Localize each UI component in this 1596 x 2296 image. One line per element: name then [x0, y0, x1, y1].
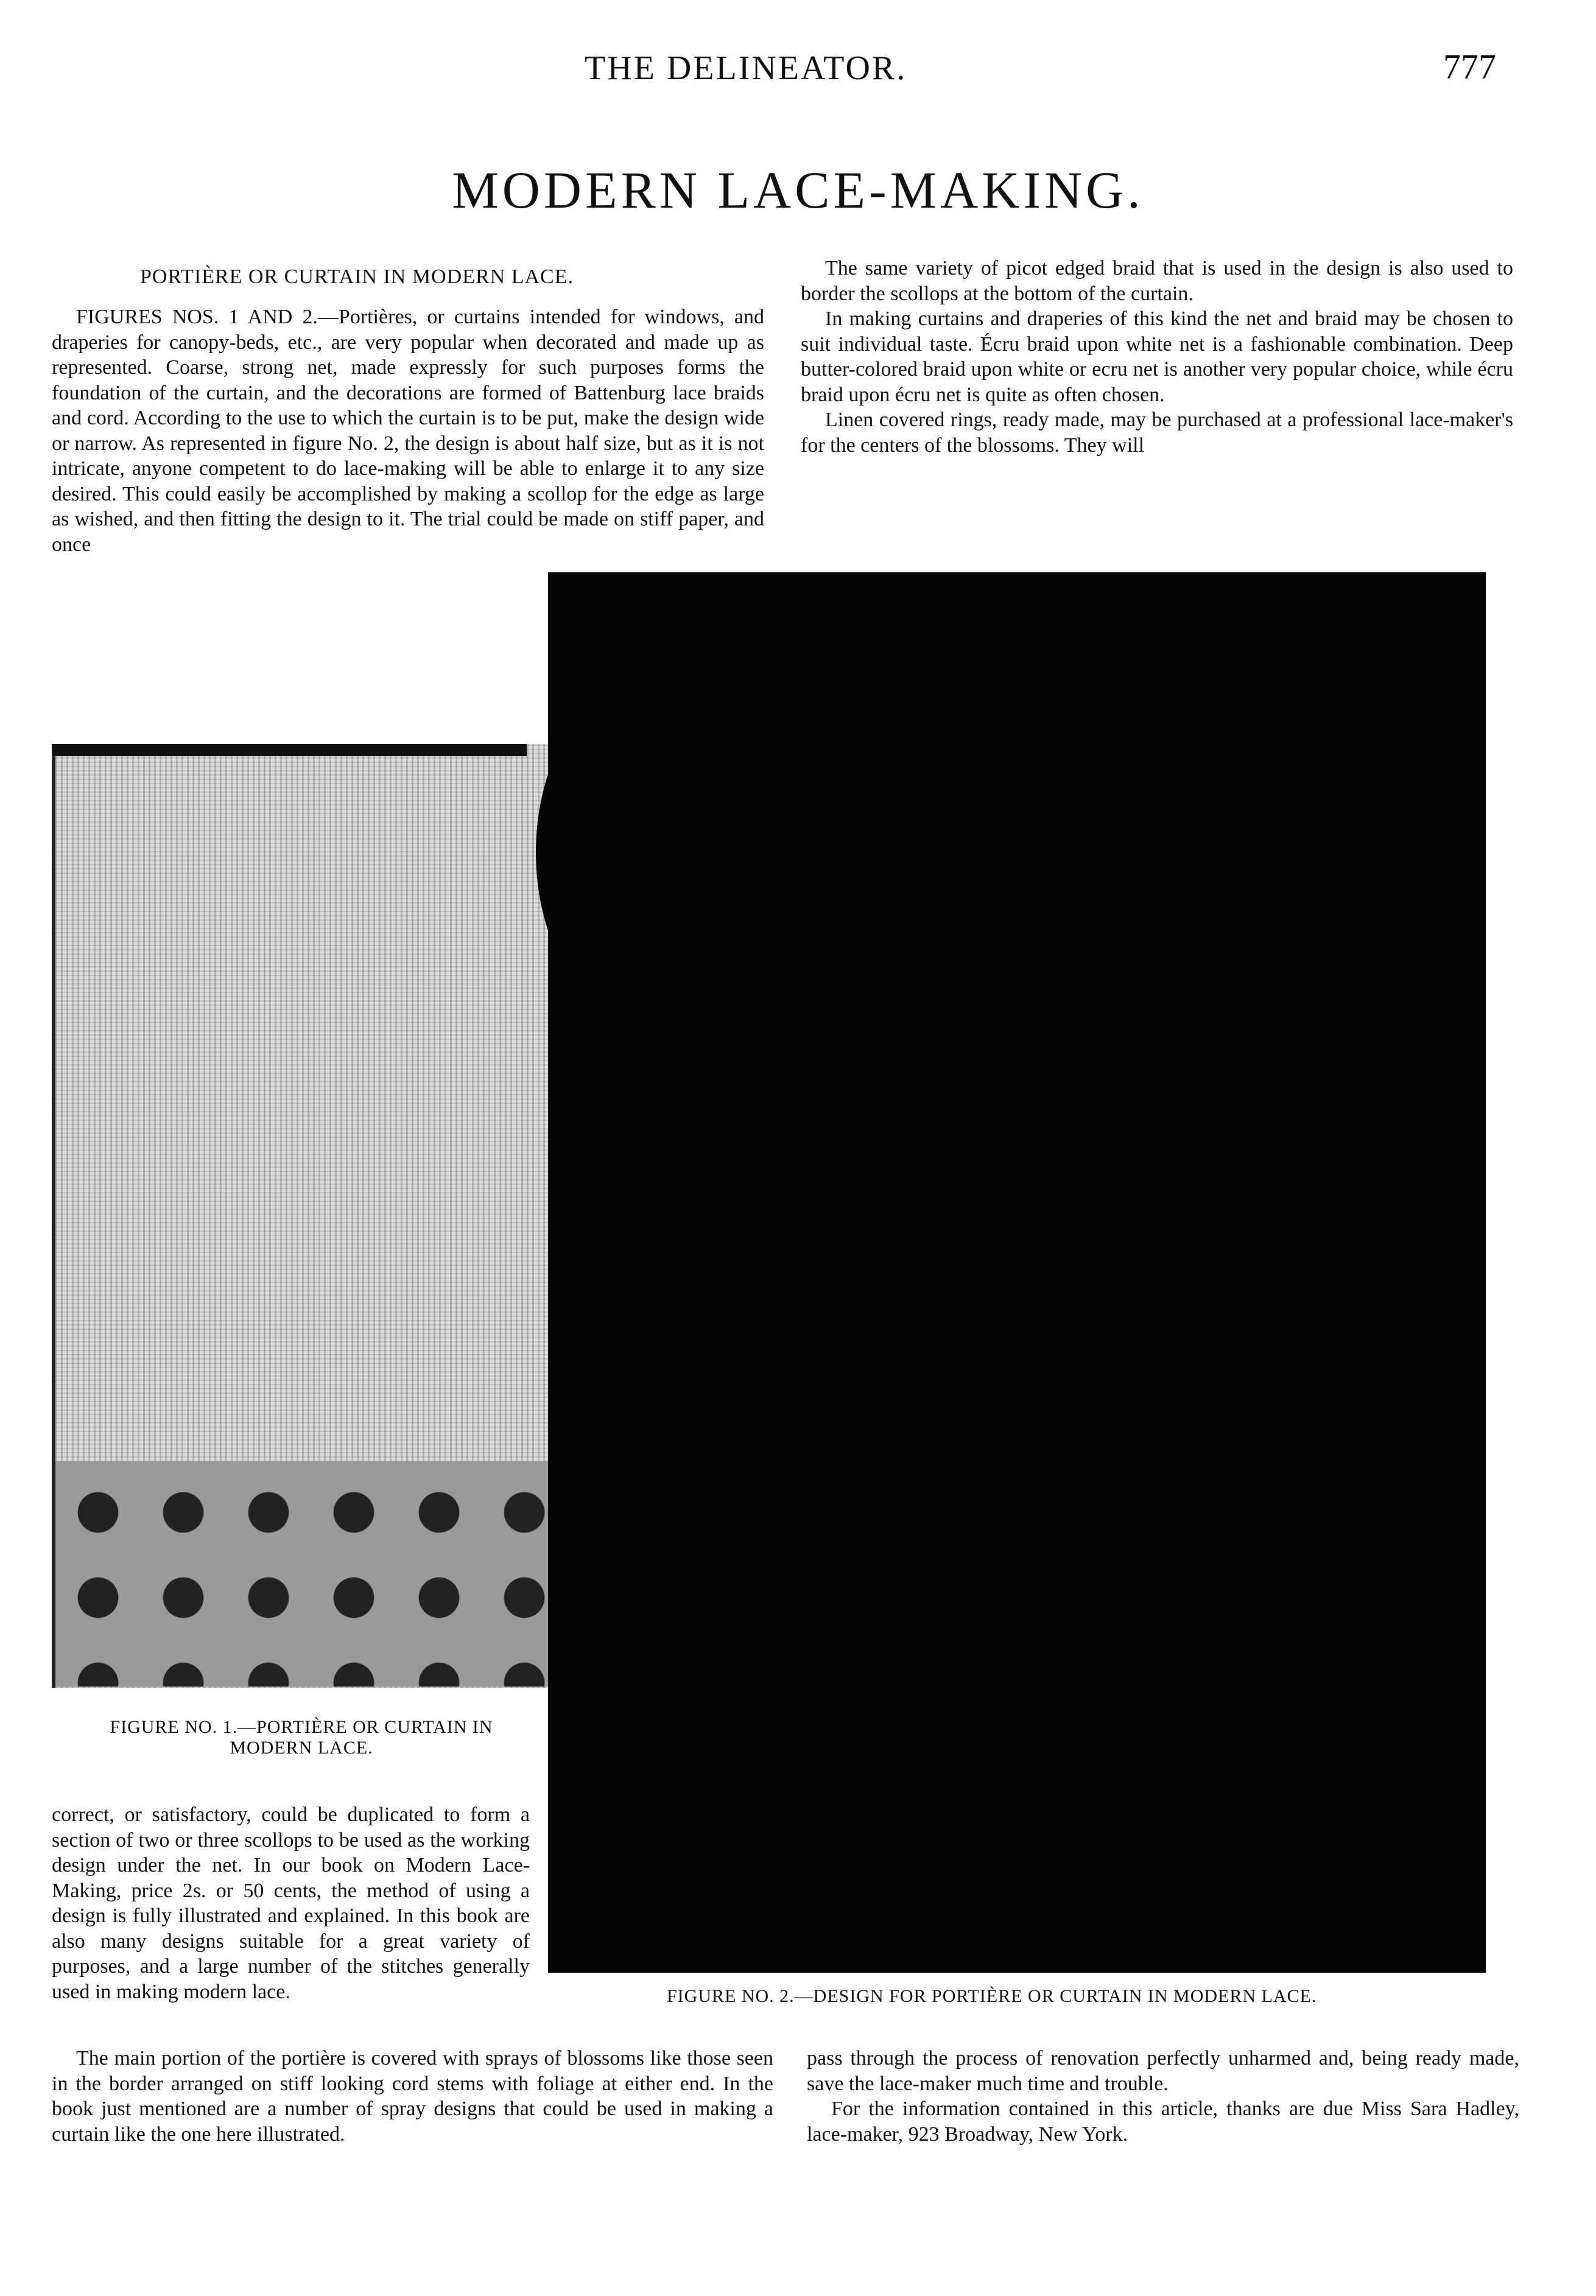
bottom-left-paragraph: The main portion of the portière is covered with sprays of blossoms like those seen in the border arranged on stiff looking cord stems with foliage at either end. In the book just mentioned are a number of spray designs that could be used in making a curtain like the one here illustrated. [52, 2047, 773, 2146]
bottom-right-paragraph-2: For the information contained in this article, thanks are due Miss Sara Hadley, lace-maker, 923 Broadway, New York. [807, 2098, 1519, 2146]
right-paragraph-3: Linen covered rings, ready made, may be purchased at a professional lace-maker's for the centers of the blossoms. They will [801, 409, 1513, 457]
intro-paragraph: FIGURES NOS. 1 AND 2.—Portières, or curtains intended for windows, and draperies for canopy-beds, etc., are very popular when decorated and made up as represented. Coarse, strong net, made expressly for such purposes forms the foundation of the curtain, and the decorations are formed of Battenburg lace braids and cord. According to the use to which the curtain is to be put, make the design wide or narrow. As represented in figure No. 2, the design is about half size, but as it is not intricate, anyone competent to do lace-making will be able to enlarge it to any size desired. This could easily be accomplished by making a scollop for the edge as large as wished, and then fitting the design to it. The trial could be made on stiff paper, and once [52, 306, 764, 556]
bottom-right-column [807, 2046, 1519, 2147]
right-column-top [801, 256, 1513, 458]
article-title: MODERN LACE-MAKING. [452, 161, 1144, 219]
continued-paragraph: correct, or satisfactory, could be duplicated to form a section of two or three scollops to be used as the working design under the net. In our book on Modern Lace-Making, price 2s. or 50 cents, the method of using a design is fully illustrated and explained. In this book are also many designs suitable for a great variety of purposes, and a large number of the stitches generally used in making modern lace. [52, 1803, 530, 2003]
design-scallop [536, 682, 755, 1023]
figure-1-caption-line-1: FIGURE NO. 1.—PORTIÈRE OR CURTAIN IN [110, 1717, 493, 1737]
bottom-left-column [52, 2046, 773, 2147]
right-paragraph-1: The same variety of picot edged braid that is used in the design is also used to border the scollops at the bottom of the curtain. [801, 257, 1513, 305]
left-column-bottom [52, 1802, 530, 2004]
curtain-rod [52, 744, 527, 756]
lace-border-pattern [55, 1461, 560, 1687]
design-scallop [548, 986, 755, 1254]
running-title: THE DELINEATOR. [585, 49, 907, 87]
section-heading: PORTIÈRE OR CURTAIN IN MODERN LACE. [140, 265, 574, 288]
design-scallop [548, 1218, 755, 1510]
bottom-right-paragraph-1: pass through the process of renovation perfectly unharmed and, being ready made, save the lace-maker much time and trouble. [807, 2047, 1519, 2095]
figure-1-caption [58, 1717, 545, 1758]
left-column-top [52, 304, 764, 557]
figure-1-caption-line-2: MODERN LACE. [230, 1738, 373, 1758]
design-scallop [551, 1467, 758, 1833]
figure-2-caption: FIGURE NO. 2.—DESIGN FOR PORTIÈRE OR CURTAIN IN MODERN LACE. [667, 1986, 1317, 2006]
right-paragraph-2: In making curtains and draperies of this kind the net and braid may be chosen to suit individual taste. Écru braid upon white net is a fashionable combination. Deep butter-colored braid upon white or ecru net is another very popular choice, while écru braid upon écru net is quite as often chosen. [801, 307, 1513, 406]
page-number: 777 [1443, 47, 1496, 86]
